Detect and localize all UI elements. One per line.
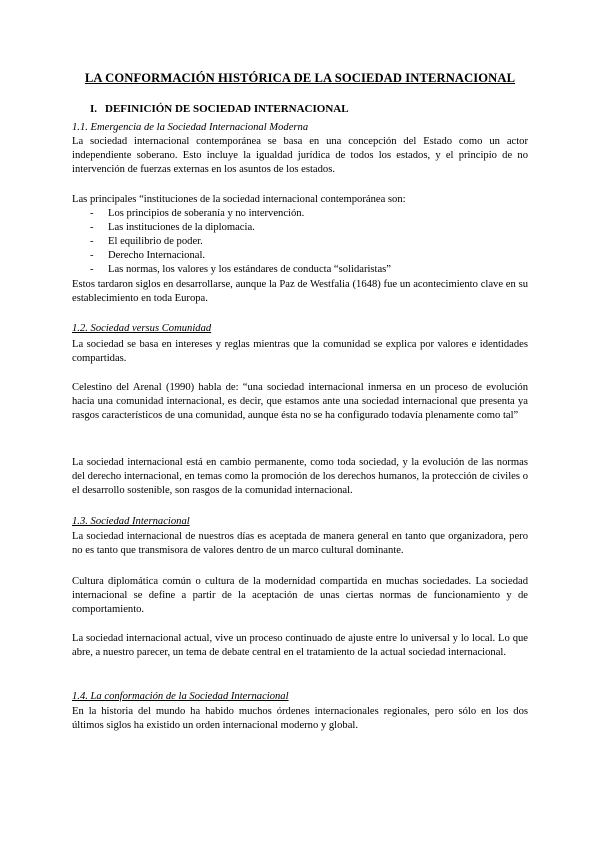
list-item: - Las normas, los valores y los estándares de conducta “solidaristas” xyxy=(90,264,392,275)
paragraph-1-4-a: En la historia del mundo ha habido muchos órdenes internacionales regionales, pero sólo en los dos últimos siglos ha existido un orden internacional moderno y global. xyxy=(72,706,528,731)
subsection-heading-1-2: 1.2. Sociedad versus Comunidad xyxy=(72,323,212,334)
bullet-dash: - xyxy=(90,208,94,219)
paragraph-1-1-b: Las principales “instituciones de la sociedad internacional contemporánea son: xyxy=(72,194,406,205)
paragraph-1-1-c: Estos tardaron siglos en desarrollarse, aunque la Paz de Westfalia (1648) fue un acontecimiento clave en su establecimiento en toda Europa. xyxy=(72,279,528,304)
paragraph-1-2-b: Celestino del Arenal (1990) habla de: “una sociedad internacional inmersa en un proceso de evolución hacia una comunidad internacional, es decir, que estamos ante una sociedad internacional que presenta ya rasgos característicos de una comunidad, aunque ésta no se ha configurado todavía plenamente como tal” xyxy=(72,382,528,421)
institutions-list xyxy=(90,207,391,277)
section-number: I. xyxy=(90,103,98,115)
paragraph-1-2-c: La sociedad internacional está en cambio permanente, como toda sociedad, y la evolución de las normas del derecho internacional, en temas como la promoción de los derechos humanos, la protección de civiles o el desarrollo sostenible, son rasgos de la comunidad internacional. xyxy=(72,457,528,496)
paragraph-1-1-a: La sociedad internacional contemporánea se basa en una concepción del Estado como un actor independiente soberano. Esto incluye la igualdad jurídica de todos los estados, y el principio de no intervención de fuerzas externas en los asuntos de los estados. xyxy=(72,136,528,175)
subsection-heading-1-1: 1.1. Emergencia de la Sociedad Internacional Moderna xyxy=(72,122,309,133)
document-title: LA CONFORMACIÓN HISTÓRICA DE LA SOCIEDAD INTERNACIONAL xyxy=(84,71,516,85)
subsection-heading-1-3: 1.3. Sociedad Internacional xyxy=(72,516,190,527)
section-heading-definicion xyxy=(90,102,349,116)
paragraph-1-3-b: Cultura diplomática común o cultura de la modernidad compartida en muchas sociedades. La sociedad internacional se define a partir de la aceptación de unas ciertas normas de funcionamiento y de comportamiento. xyxy=(72,576,528,615)
paragraph-1-2-a: La sociedad se basa en intereses y reglas mientras que la comunidad se explica por valores e identidades compartidas. xyxy=(72,339,528,364)
bullet-dash: - xyxy=(90,236,94,247)
subsection-heading-1-4: 1.4. La conformación de la Sociedad Internacional xyxy=(72,691,289,702)
bullet-dash: - xyxy=(90,250,94,261)
list-item: - Derecho Internacional. xyxy=(90,250,206,261)
section-heading-text: DEFINICIÓN DE SOCIEDAD INTERNACIONAL xyxy=(105,103,349,115)
list-item: - Los principios de soberanía y no intervención. xyxy=(90,208,305,219)
bullet-dash: - xyxy=(90,222,94,233)
list-item: - Las instituciones de la diplomacia. xyxy=(90,222,255,233)
paragraph-1-3-a: La sociedad internacional de nuestros días es aceptada de manera general en tanto que organizadora, pero no es tanto que transmisora de valores dentro de un marco cultural dominante. xyxy=(72,531,528,556)
list-item: - El equilibrio de poder. xyxy=(90,236,203,247)
paragraph-1-3-c: La sociedad internacional actual, vive un proceso continuado de ajuste entre lo universal y lo local. Lo que abre, a nuestro parecer, un tema de debate central en el tratamiento de la actual sociedad internacional. xyxy=(72,633,528,658)
bullet-dash: - xyxy=(90,264,94,275)
